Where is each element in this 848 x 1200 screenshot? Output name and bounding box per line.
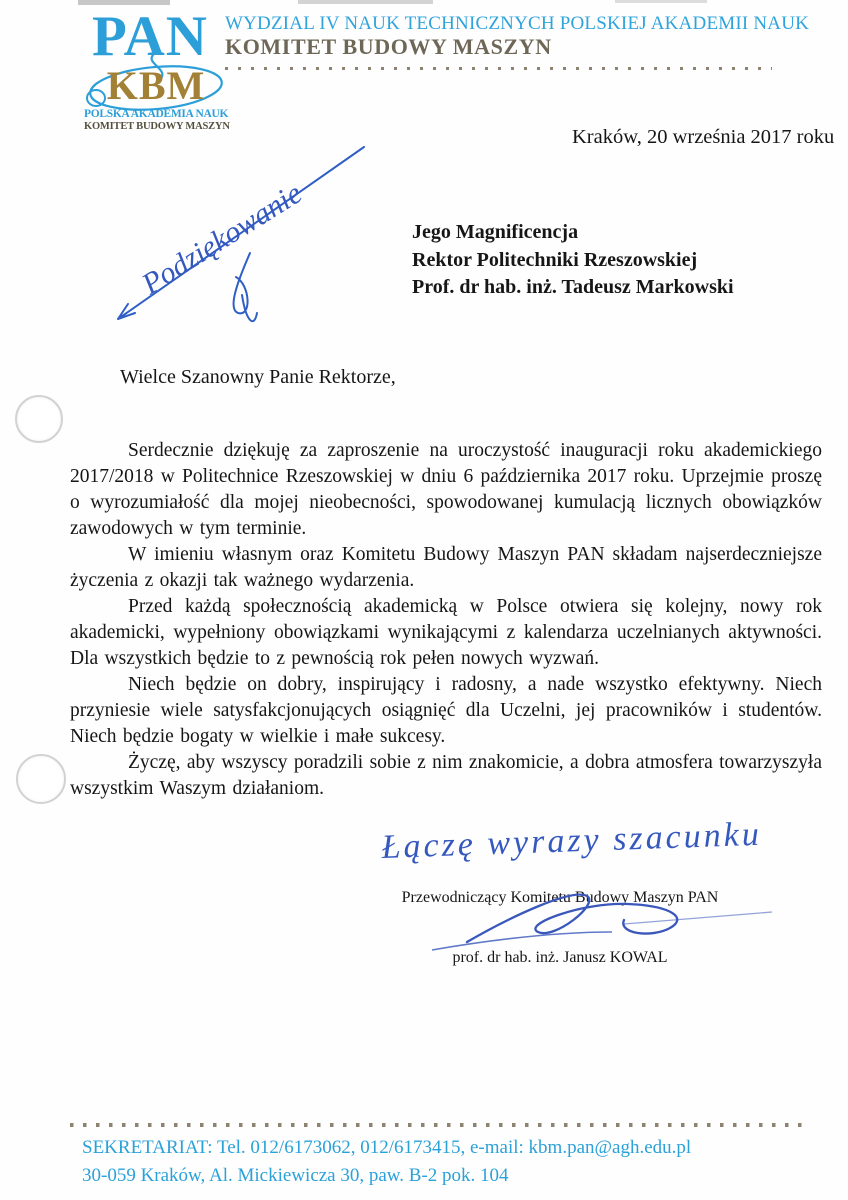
signature-icon	[467, 895, 677, 942]
handwritten-closing	[372, 800, 802, 970]
logo-acronym-pan: PAN	[92, 5, 208, 68]
dateline: Kraków, 20 września 2017 roku	[572, 126, 835, 148]
hole-punch	[15, 395, 63, 443]
handwritten-annotation	[92, 133, 392, 338]
body-paragraph: Życzę, aby wszyscy poradzili sobie z nim znakomicie, a dobra atmosfera towarzyszyła wszystkim Waszym działaniom.	[70, 752, 822, 799]
letterhead-department-line: WYDZIAL IV NAUK TECHNICZNYCH POLSKIEJ AKADEMII NAUK	[225, 13, 810, 34]
recipient-block	[412, 219, 734, 302]
scan-artifact	[615, 0, 707, 3]
body-paragraph: W imieniu własnym oraz Komitetu Budowy Maszyn PAN składam najserdeczniejsze życzenia z okazji tak ważnego wydarzenia.	[70, 544, 822, 591]
scan-artifact	[298, 0, 433, 4]
annotation-word: Podziękowanie	[136, 176, 308, 301]
recipient-line: Rektor Politechniki Rzeszowskiej	[412, 248, 698, 271]
recipient-line: Prof. dr hab. inż. Tadeusz Markowski	[412, 276, 734, 298]
footer-dotted-rule	[70, 1123, 802, 1127]
body-paragraph: Przed każdą społecznością akademicką w Polsce otwiera się kolejny, nowy rok akademicki, wypełniony obowiązkami wynikającymi z kalendarza uczelnianych aktywności. Dla wszystkich będzie to z pewnością rok pełen nowych wyzwań.	[70, 596, 822, 669]
hole-punch	[16, 754, 66, 804]
pan-kbm-logo	[84, 5, 230, 136]
letterhead-dotted-rule	[225, 67, 772, 70]
annotation-initial-icon	[234, 253, 257, 321]
letterhead-committee-line: KOMITET BUDOWY MASZYN	[225, 34, 552, 59]
footer-contact-line: SEKRETARIAT: Tel. 012/6173062, 012/6173415, e-mail: kbm.pan@agh.edu.pl	[82, 1137, 692, 1158]
recipient-line: Jego Magnificencja	[412, 221, 579, 243]
body-paragraph: Niech będzie on dobry, inspirujący i radosny, a nade wszystko efektywny. Niech przyniesie wiele satysfakcjonujących osiągnięć dla Uczelni, jej pracowników i studentów. Niech będzie bogaty w wielkie i małe sukcesy.	[70, 674, 822, 747]
logo-org-line1: POLSKA AKADEMIA NAUK	[84, 108, 229, 120]
logo-org-line2: KOMITET BUDOWY MASZYN	[84, 121, 230, 132]
footer-address-line: 30-059 Kraków, Al. Mickiewicza 30, paw. B-2 pok. 104	[82, 1165, 509, 1186]
closing-title: Przewodniczący Komitetu Budowy Maszyn PAN	[401, 889, 719, 906]
closing-name: prof. dr hab. inż. Janusz KOWAL	[452, 949, 668, 966]
logo-acronym-kbm: KBM	[106, 63, 206, 108]
salutation: Wielce Szanowny Panie Rektorze,	[120, 366, 396, 388]
signature-tail-icon	[624, 912, 772, 924]
closing-handwritten-phrase: Łączę wyrazy szacunku	[380, 815, 763, 866]
body-paragraph: Serdecznie dziękuję za zaproszenie na uroczystość inauguracji roku akademickiego 2017/2018 w Politechnice Rzeszowskiej w dniu 6 października 2017 roku. Uprzejmie proszę o wyrozumiałość dla mojej nieobecności, spowodowanej kumulacją licznych obowiązków zawodowych w tym terminie.	[70, 440, 822, 539]
letter-body	[70, 438, 822, 802]
signature-underline-icon	[432, 932, 612, 950]
